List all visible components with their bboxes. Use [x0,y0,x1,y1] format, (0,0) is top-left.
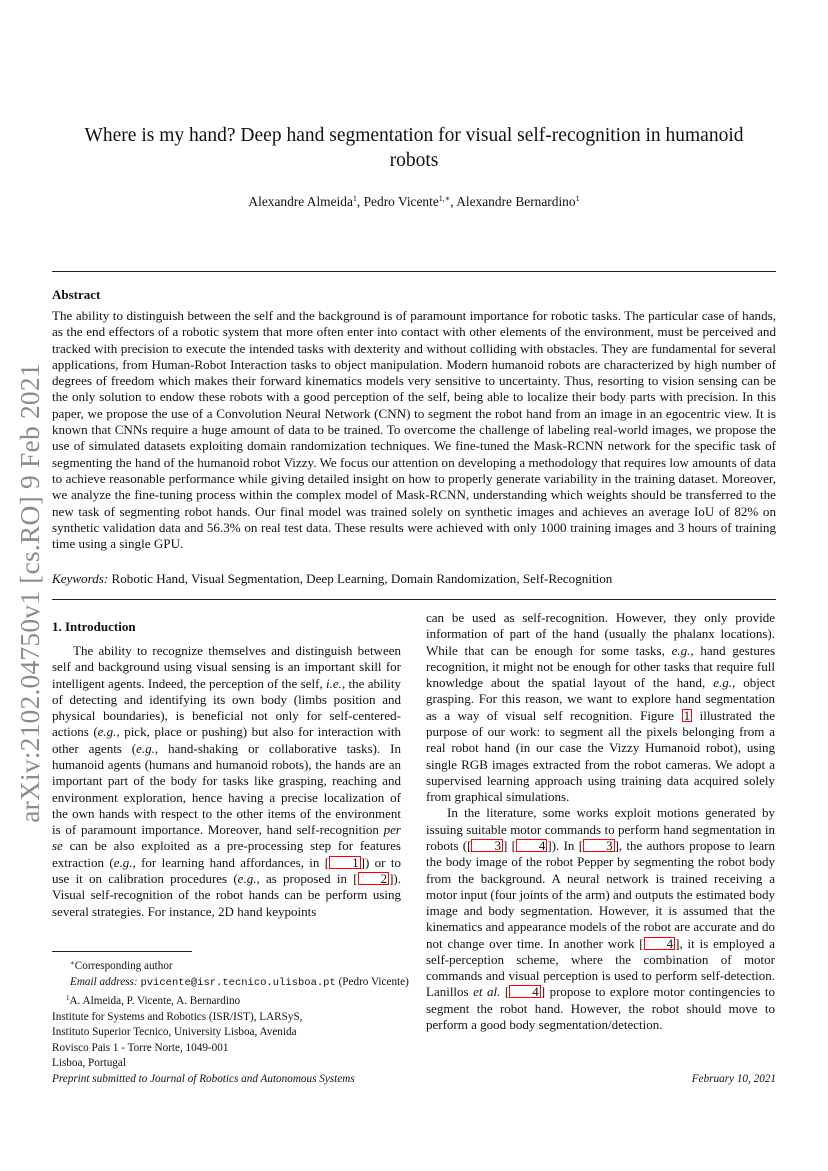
citation-link[interactable]: 4 [516,839,548,852]
body-column-right [426,610,775,1033]
author-affiliation-mark: 1 [352,194,357,203]
keywords-label: Keywords: [52,571,109,586]
body-column-left [52,643,401,920]
abstract-top-rule [52,271,776,272]
citation-link[interactable]: 4 [509,985,541,998]
citation-link[interactable]: 4 [644,937,676,950]
author-affiliation-mark: 1 [575,194,580,203]
author-list: Alexandre Almeida$^1$, Pedro Vicente$^{1,∗}$, Alexandre Bernardino$^1$ [248,194,580,209]
paper-title: Where is my hand? Deep hand segmentation for visual self-recognition in humanoid robots [84,125,744,171]
email-link[interactable]: pvicente@isr.tecnico.ulisboa.pt [140,976,336,989]
arxiv-identifier [4,320,56,865]
affiliation-line: Instituto Superior Tecnico, University Lisboa, Avenida [52,1026,297,1038]
paragraph: can be used as self-recognition. However, they only provide information of part of the hand (usually the phalanx locations). While that can be enough for some tasks, e.g., hand gestures recognition, it might not be enough for other tasks that require full knowledge about the spatial layout of the hand, e.g., object grasping. For this reason, we want to explore hand segmentation as a way of visual self recognition. Figure 1 illustrated the purpose of our work: to segment all the pixels belonging from a real robot hand (in our case the Vizzy Humanoid robot), using single RGB images extracted from the robot cameras. We adopt a supervised learning approach using training data acquired solely from graphical simulations. [426,610,776,805]
preprint-date: February 10, 2021 [691,1073,776,1085]
paragraph: The ability to recognize themselves and distinguish between self and background using visual sensing is an important skill for intelligent agents. Indeed, the perception of the self, i.e., the ability of detecting and identifying its own body (limbs position and physical boundaries), is beneficial not only for self-centered-actions (e.g., pick, place or pushing) but also for interaction with other agents (e.g., hand-shaking or collaborative tasks). In humanoid agents (humans and humanoid robots), the hands are an important part of the body for tasks like grasping, reaching and environment exploration, hence having a precise localization of the own hands with respect to the other items of the environment is of paramount importance. Moreover, hand self-recognition per se can be also exploited as a pre-processing step for features extraction (e.g., for learning hand affordances, in [ 1 ]) or to use it on calibration procedures (e.g., as proposed in [ 2 ]). Visual self-recognition of the robot hands can be perform using several strategies. For instance, 2D hand keypoints [52,643,401,919]
paragraph: In the literature, some works exploit motions generated by issuing suitable motor commands to perform hand segmentation in robots ([ 3 ] [ 4 ]). In [ 3 ], the authors propose to learn the body image of the robot Pepper by segmenting the robot body from the background. A neural network is trained receiving a motor input (four joints of the arm) and outputs the estimated body image and body segmentation. However, it is assumed that the kinematics and appearance models of the robot are accurate and do not change over time. In another work [ 4 ], it is employed a self-perception scheme, where the combination of motor commands and visual perception is used to perform self-detection. Lanillos et al. [ 4 ] propose to explore motor contingencies to segment the robot hand. However, the robot should move to perform a good body segmentation/detection. [426,805,776,1033]
keywords-line [52,571,776,587]
abstract-bottom-rule [52,599,776,600]
keywords-list: Robotic Hand, Visual Segmentation, Deep Learning, Domain Randomization, Self-Recognition [111,571,613,586]
footnote-rule [52,951,192,952]
abstract-heading: Abstract [52,287,101,302]
author-name: Pedro Vicente [363,194,439,209]
preprint-note: Preprint submitted to Journal of Robotics and Autonomous Systems [52,1073,355,1085]
footnote-affiliation: $^1$A. Almeida, P. Vicente, A. Bernardino [66,994,241,1007]
affiliation-line: Institute for Systems and Robotics (ISR/IST), LARSyS, [52,1010,303,1023]
arxiv-identifier-text: arXiv:2102.04750v1 [cs.RO] 9 Feb 2021 [14,362,45,823]
author-affiliation-mark: 1,∗ [438,194,451,203]
citation-link[interactable]: 1 [329,856,361,869]
author-name: Alexandre Almeida [248,194,353,209]
figure-link[interactable]: 1 [683,707,691,723]
footnote-email: Email address: pvicente@isr.tecnico.ulisboa.pt (Pedro Vicente) [70,975,409,989]
abstract-text: The ability to distinguish between the self and the background is of paramount importance for robotic tasks. The particular case of hands, as the end effectors of a robotic system that more often enter into contact with other elements of the environment, must be perceived and tracked with precision to execute the intended tasks with dexterity and without colliding with obstacles. They are fundamental for several applications, from Human-Robot Interaction tasks to object manipulation. Modern humanoid robots are characterized by high number of degrees of freedom which makes their forward kinematics models very sensitive to uncertainty. Thus, resorting to vision sensing can be the only solution to endow these robots with a good perception of the self, being able to localize their body parts with precision. In this paper, we propose the use of a Convolution Neural Network (CNN) to segment the robot hand from an image in an egocentric view. It is known that CNNs require a huge amount of data to be trained. To overcome the challenge of labeling real-world images, we propose the use of simulated datasets exploiting domain randomization techniques. We fine-tuned the Mask-RCNN network for the specific task of segmenting the hand of the humanoid robot Vizzy. We focus our attention on developing a methodology that requires low amounts of data to achieve reasonable performance while giving detailed insight on how to properly generate variability in the training dataset. Moreover, we analyze the fine-tuning process within the complex model of Mask-RCNN, understanding which weights should be transferred to the new task of segmenting robot hands. Our final model was trained solely on synthetic images and achieves an average IoU of 82% on synthetic validation data and 56.3% on real test data. These results were achieved with only 1000 training images and 3 hours of training time using a single GPU. [52,308,776,552]
footnotes [52,956,412,1072]
affiliation-line: Rovisco Pais 1 - Torre Norte, 1049-001 [52,1041,229,1054]
author-name: Alexandre Bernardino [456,194,576,209]
citation-link[interactable]: 2 [358,872,390,885]
footnote-corresponding: ∗Corresponding author [70,959,173,972]
citation-link[interactable]: 3 [471,839,503,852]
citation-link[interactable]: 3 [583,839,615,852]
section-heading-introduction: 1. Introduction [52,619,136,634]
affiliation-line: Lisboa, Portugal [52,1057,126,1069]
